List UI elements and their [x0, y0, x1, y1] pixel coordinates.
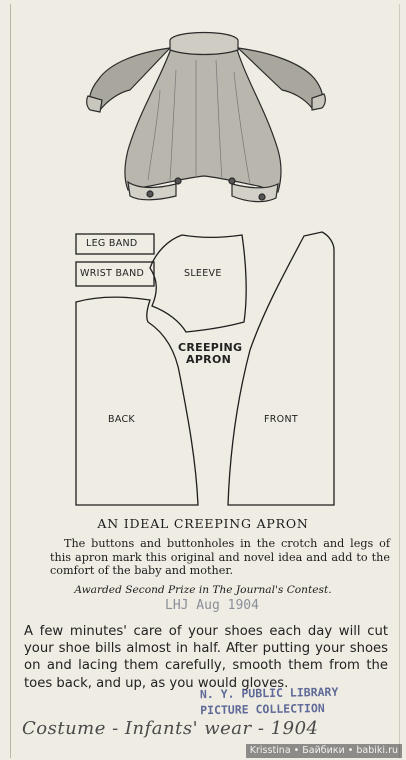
- library-stamp: [200, 684, 339, 718]
- caption-title: AN IDEAL CREEPING APRON: [97, 516, 309, 531]
- wrist-band-label: WRIST BAND: [80, 268, 145, 279]
- back-piece: [76, 297, 198, 505]
- handwritten-category: Costume - Infants' wear - 1904: [22, 718, 319, 739]
- caption-body: The buttons and buttonholes in the crotch and legs of this apron mark this original and novel idea and add to the comfort of the baby and mother.: [50, 537, 390, 578]
- garment-drawing: [87, 33, 326, 202]
- sleeve-label: SLEEVE: [184, 268, 222, 279]
- article-text: A few minutes' care of your shoes each day will cut your shoe bills almost in half. After putting your shoes on and lacing them carefully, smooth them from the toes back, and up, as you would gloves.: [24, 624, 388, 691]
- front-piece: [228, 232, 334, 505]
- front-label: FRONT: [264, 414, 298, 425]
- site-watermark: Krisstina • Байбики • babiki.ru: [246, 744, 402, 758]
- stamp-line-2: PICTURE COLLECTION: [200, 701, 325, 718]
- creeping-label: CREEPING: [178, 341, 243, 354]
- sleeve-piece: [150, 235, 246, 332]
- stamp-line-1: N. Y. PUBLIC LIBRARY: [199, 684, 339, 702]
- caption-note: Awarded Second Prize in The Journal's Contest.: [74, 584, 332, 596]
- handwritten-date: LHJ Aug 1904: [165, 598, 259, 613]
- back-label: BACK: [108, 414, 135, 425]
- leg-band-label: LEG BAND: [86, 238, 138, 249]
- apron-label: APRON: [186, 353, 232, 366]
